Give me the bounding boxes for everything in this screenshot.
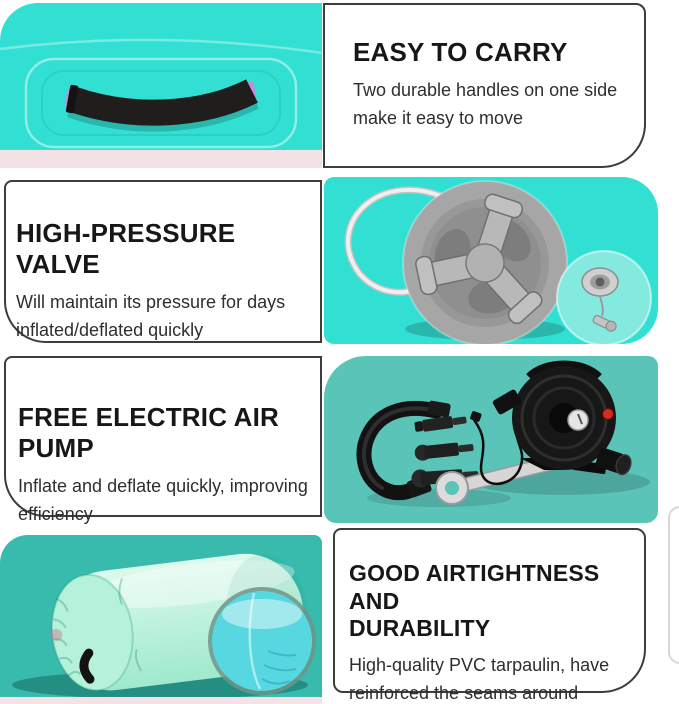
air-roller-photo — [0, 535, 322, 704]
title-line: DURABILITY — [349, 615, 491, 642]
electric-air-pump-photo-art — [324, 356, 658, 523]
title-line: HIGH-PRESSURE VALVE — [16, 218, 236, 280]
inset-highlight — [222, 599, 302, 629]
small-valve-inset — [557, 251, 651, 344]
easy-to-carry-panel — [323, 3, 646, 168]
body-line: inflated/deflated quickly — [16, 320, 204, 341]
handle-strap — [72, 91, 252, 113]
body-line: Will maintain its pressure for days — [16, 292, 286, 313]
valve-knob — [403, 177, 571, 344]
title-line: GOOD AIRTIGHTNESS AND — [349, 560, 600, 614]
easy-to-carry-body — [353, 77, 630, 133]
good-airtightness-body — [349, 652, 632, 704]
title-line: EASY TO CARRY — [353, 37, 568, 67]
pump-blower — [512, 366, 633, 476]
title-line: FREE ELECTRIC AIR PUMP — [18, 402, 280, 464]
pressure-valve-photo-art — [324, 177, 658, 344]
pressure-valve-photo — [324, 177, 658, 344]
cord-plug — [470, 411, 482, 423]
nozzle-adapter-2 — [414, 439, 474, 461]
good-airtightness-panel — [333, 528, 646, 703]
high-pressure-valve-body — [16, 289, 316, 345]
seam-line-top — [0, 40, 322, 53]
body-line: Inflate and deflate quickly, improving — [18, 476, 308, 497]
body-line: reinforced the seams around — [349, 682, 579, 703]
floor-strip — [0, 150, 322, 168]
carry-handle-photo-art — [0, 3, 322, 168]
body-line: Two durable handles on one side — [353, 80, 618, 101]
body-line: efficiency — [18, 504, 93, 525]
free-air-pump-title — [18, 402, 318, 464]
small-valve-port — [596, 278, 605, 287]
high-pressure-valve-panel — [4, 180, 322, 343]
free-air-pump-body — [18, 473, 318, 529]
good-airtightness-title — [349, 560, 632, 643]
body-line: High-quality PVC tarpaulin, have — [349, 654, 610, 675]
partial-next-card-edge — [668, 506, 679, 664]
body-line: make it easy to move — [353, 108, 524, 129]
high-pressure-valve-title — [16, 218, 316, 280]
pump-switch — [603, 409, 614, 420]
free-air-pump-panel — [4, 356, 322, 525]
electric-air-pump-photo — [324, 356, 658, 523]
floor-strip — [0, 697, 322, 704]
carry-handle-photo — [0, 3, 322, 168]
pump-dial — [568, 410, 588, 430]
seam-closeup-inset — [208, 587, 316, 695]
inset-circle — [557, 251, 651, 344]
easy-to-carry-title — [353, 37, 630, 68]
air-roller-photo-art — [0, 535, 322, 704]
